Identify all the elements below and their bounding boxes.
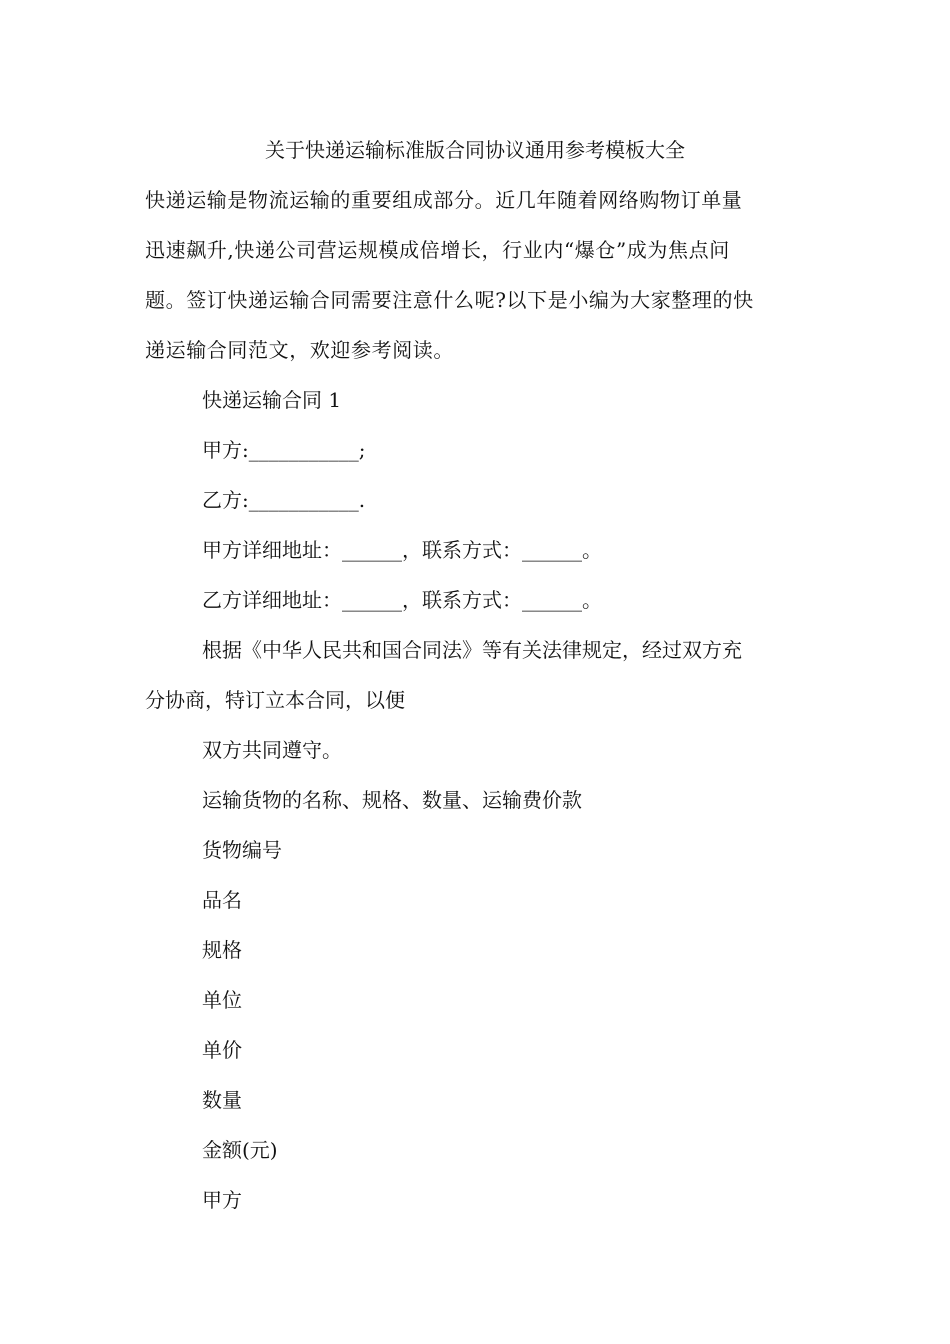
contract-heading: 快递运输合同 1 — [202, 388, 342, 412]
intro-line-2: 迅速飙升,快递公司营运规模成倍增长，行业内“爆仓”成为焦点问 — [145, 238, 730, 262]
field-party-a: 甲方 — [202, 1188, 242, 1212]
party-a-line: 甲方:___________; — [202, 438, 366, 462]
party-b-line: 乙方:___________. — [202, 488, 366, 512]
intro-line-3: 题。签订快递运输合同需要注意什么呢?以下是小编为大家整理的快 — [145, 288, 754, 312]
legal-basis-line-2: 分协商，特订立本合同，以便 — [145, 688, 405, 712]
field-amount: 金额(元) — [202, 1138, 278, 1162]
field-goods-number: 货物编号 — [202, 838, 282, 862]
document-title: 关于快递运输标准版合同协议通用参考模板大全 — [265, 138, 685, 162]
field-product-name: 品名 — [202, 888, 242, 912]
field-quantity: 数量 — [202, 1088, 242, 1112]
party-b-address-line: 乙方详细地址：______，联系方式：______。 — [202, 588, 602, 612]
intro-paragraph — [145, 175, 805, 375]
field-unit: 单位 — [202, 988, 242, 1012]
intro-line-1: 快递运输是物流运输的重要组成部分。近几年随着网络购物订单量 — [145, 188, 743, 212]
field-unit-price: 单价 — [202, 1038, 242, 1062]
observe-line: 双方共同遵守。 — [202, 738, 342, 762]
intro-line-4: 递运输合同范文，欢迎参考阅读。 — [145, 338, 454, 362]
party-a-address-line: 甲方详细地址：______，联系方式：______。 — [202, 538, 602, 562]
field-specification: 规格 — [202, 938, 242, 962]
goods-section-heading: 运输货物的名称、规格、数量、运输费价款 — [202, 788, 582, 812]
legal-basis-line-1: 根据《中华人民共和国合同法》等有关法律规定，经过双方充 — [202, 638, 742, 662]
